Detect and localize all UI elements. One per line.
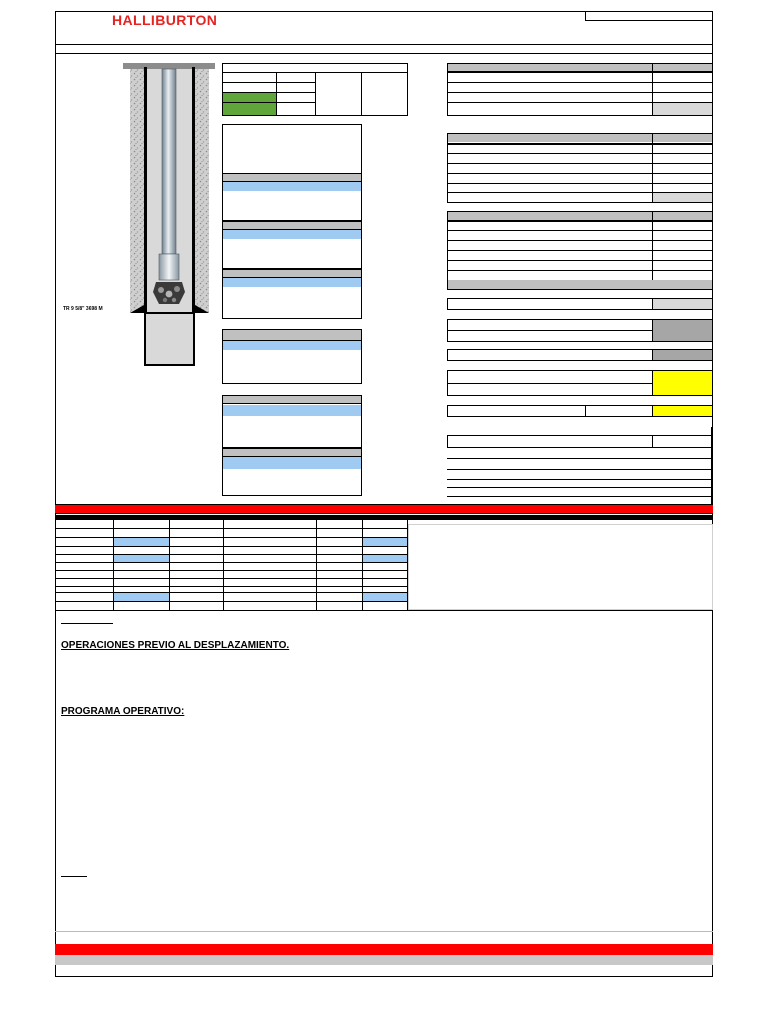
header-id-box: [585, 11, 712, 21]
casing-wall-right: [192, 67, 195, 313]
section-rule-2: [61, 876, 87, 877]
cement-left: [130, 69, 144, 313]
casing-wall-left: [144, 67, 147, 313]
casing-label: TR 9 5/8" 3698 M: [63, 306, 103, 312]
drill-bit: [153, 282, 185, 304]
drill-pipe: [162, 69, 176, 254]
section-rule-1: [61, 623, 113, 624]
company-logo: HALLIBURTON: [112, 12, 218, 28]
operational-program-heading: PROGRAMA OPERATIVO:: [61, 706, 185, 717]
header-divider-2: [55, 53, 713, 54]
header-divider: [55, 44, 713, 45]
cement-right: [195, 69, 209, 313]
open-hole: [145, 313, 194, 365]
pre-displacement-heading: OPERACIONES PREVIO AL DESPLAZAMIENTO.: [61, 640, 290, 651]
fill-green-1: [223, 93, 276, 102]
drill-collar: [159, 254, 179, 280]
notes-box: [408, 524, 713, 610]
wellhead-plate: [123, 63, 215, 69]
fill-green-2: [223, 103, 276, 115]
